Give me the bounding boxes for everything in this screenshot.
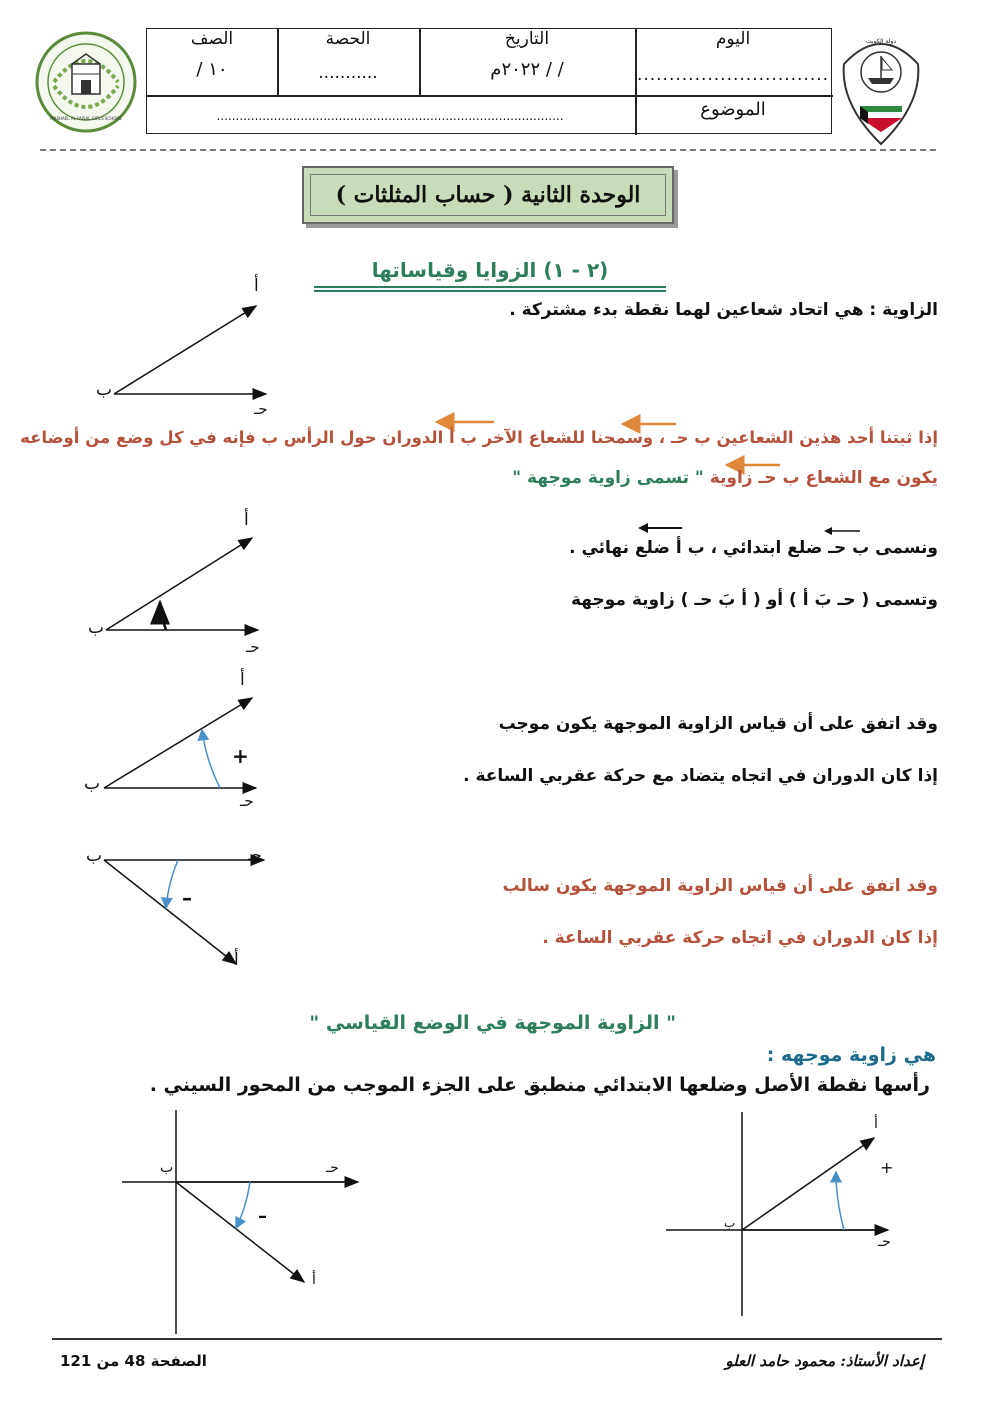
figure-standard-positive [660,1106,900,1326]
std-neg-minus-sign: – [258,1206,267,1227]
fig3-plus-sign: + [232,744,249,768]
class-field[interactable]: ١٠ / [196,59,228,80]
subject-label: الموضوع [700,99,766,120]
fig3-label-c: حـ [240,792,254,810]
std-neg-label-c: حـ [326,1160,339,1176]
figure-standard-negative [110,1100,370,1340]
black-overarrows [0,0,996,560]
fig2-label-b: ب [88,618,105,638]
std-neg-label-b: ب [160,1160,174,1176]
fig4-label-a: أ [234,950,239,970]
std-neg-label-a: أ [312,1272,316,1288]
fig3-label-b: ب [84,774,101,794]
angle-naming: وتسمى ( حـ بَ أ ) أو ( أ بَ حـ ) زاوية موجهة [570,590,938,610]
period-label: الحصة [325,29,371,49]
footer-line [52,1338,942,1340]
positive-rule-line2: إذا كان الدوران في اتجاه يتضاد مع حركة عقربي الساعة . [463,766,938,786]
fig4-label-b: ب [86,846,103,866]
day-label: اليوم [715,29,751,49]
unit-title: الوحدة الثانية ( حساب المثلثات ) [310,174,666,216]
fig1-label-b: ب [96,380,113,400]
standard-definition-head: هي زاوية موجهه : [766,1044,936,1066]
fig2-label-c: حـ [246,638,260,656]
standard-position-title: " الزاوية الموجهة في الوضع القياسي " [309,1012,676,1034]
fig1-label-c: حـ [254,400,268,418]
fig4-label-c: حـ [248,846,262,864]
directed-paragraph-line1: إذا ثبتنا أحد هذين الشعاعين ب حـ ، وسمحنا للشعاع الآخر ب أ الدوران حول الرأس ب فإنه في كل وضع من أوضاعه [20,428,938,447]
std-pos-label-c: حـ [878,1234,891,1250]
footer-teacher: إعداد الأستاذ: محمود حامد العلو [725,1352,924,1370]
emblem-caption: دولة الكويت [866,38,896,45]
footer-page-number: الصفحة 48 من 121 [60,1352,207,1370]
std-pos-plus-sign: + [880,1158,894,1177]
angle-definition: الزاوية : هي اتحاد شعاعين لهما نقطة بدء مشتركة . [509,300,938,320]
class-label: الصف [190,29,234,49]
logo-caption: MASHAEL AL-FAISAL GIRLS SCHOOL [50,116,122,121]
period-field[interactable]: ........... [318,63,378,83]
negative-rule-line2: إذا كان الدوران في اتجاه حركة عقربي الساعة . [542,928,938,948]
directed-line2-green: " تسمى زاوية موجهة " [512,468,704,488]
subject-field[interactable]: ........................................................................................... [216,109,564,123]
sides-naming: ونسمى ب حـ ضلع ابتدائي ، ب أ ضلع نهائي . [569,538,938,558]
fig2-label-a: أ [244,510,249,530]
section-title-text: (٢ - ١) الزوايا وقياساتها [371,258,609,282]
negative-rule-line1: وقد اتفق على أن قياس الزاوية الموجهة يكون سالب [502,876,938,896]
positive-rule-line1: وقد اتفق على أن قياس الزاوية الموجهة يكون موجب [498,714,938,734]
date-field[interactable]: / / ٢٠٢٢م [490,59,564,80]
std-pos-label-a: أ [874,1116,878,1132]
date-label: التاريخ [504,29,550,49]
standard-definition-body: رأسها نقطة الأصل وضلعها الابتدائي منطبق على الجزء الموجب من المحور السيني . [149,1074,930,1096]
day-field[interactable]: .............................. [636,65,830,85]
fig1-label-a: أ [254,276,259,296]
directed-line2-red: يكون مع الشعاع ب حـ زاوية [709,468,938,488]
std-pos-label-b: ب [724,1216,736,1230]
fig3-label-a: أ [240,670,245,690]
fig4-minus-sign: – [182,886,192,910]
